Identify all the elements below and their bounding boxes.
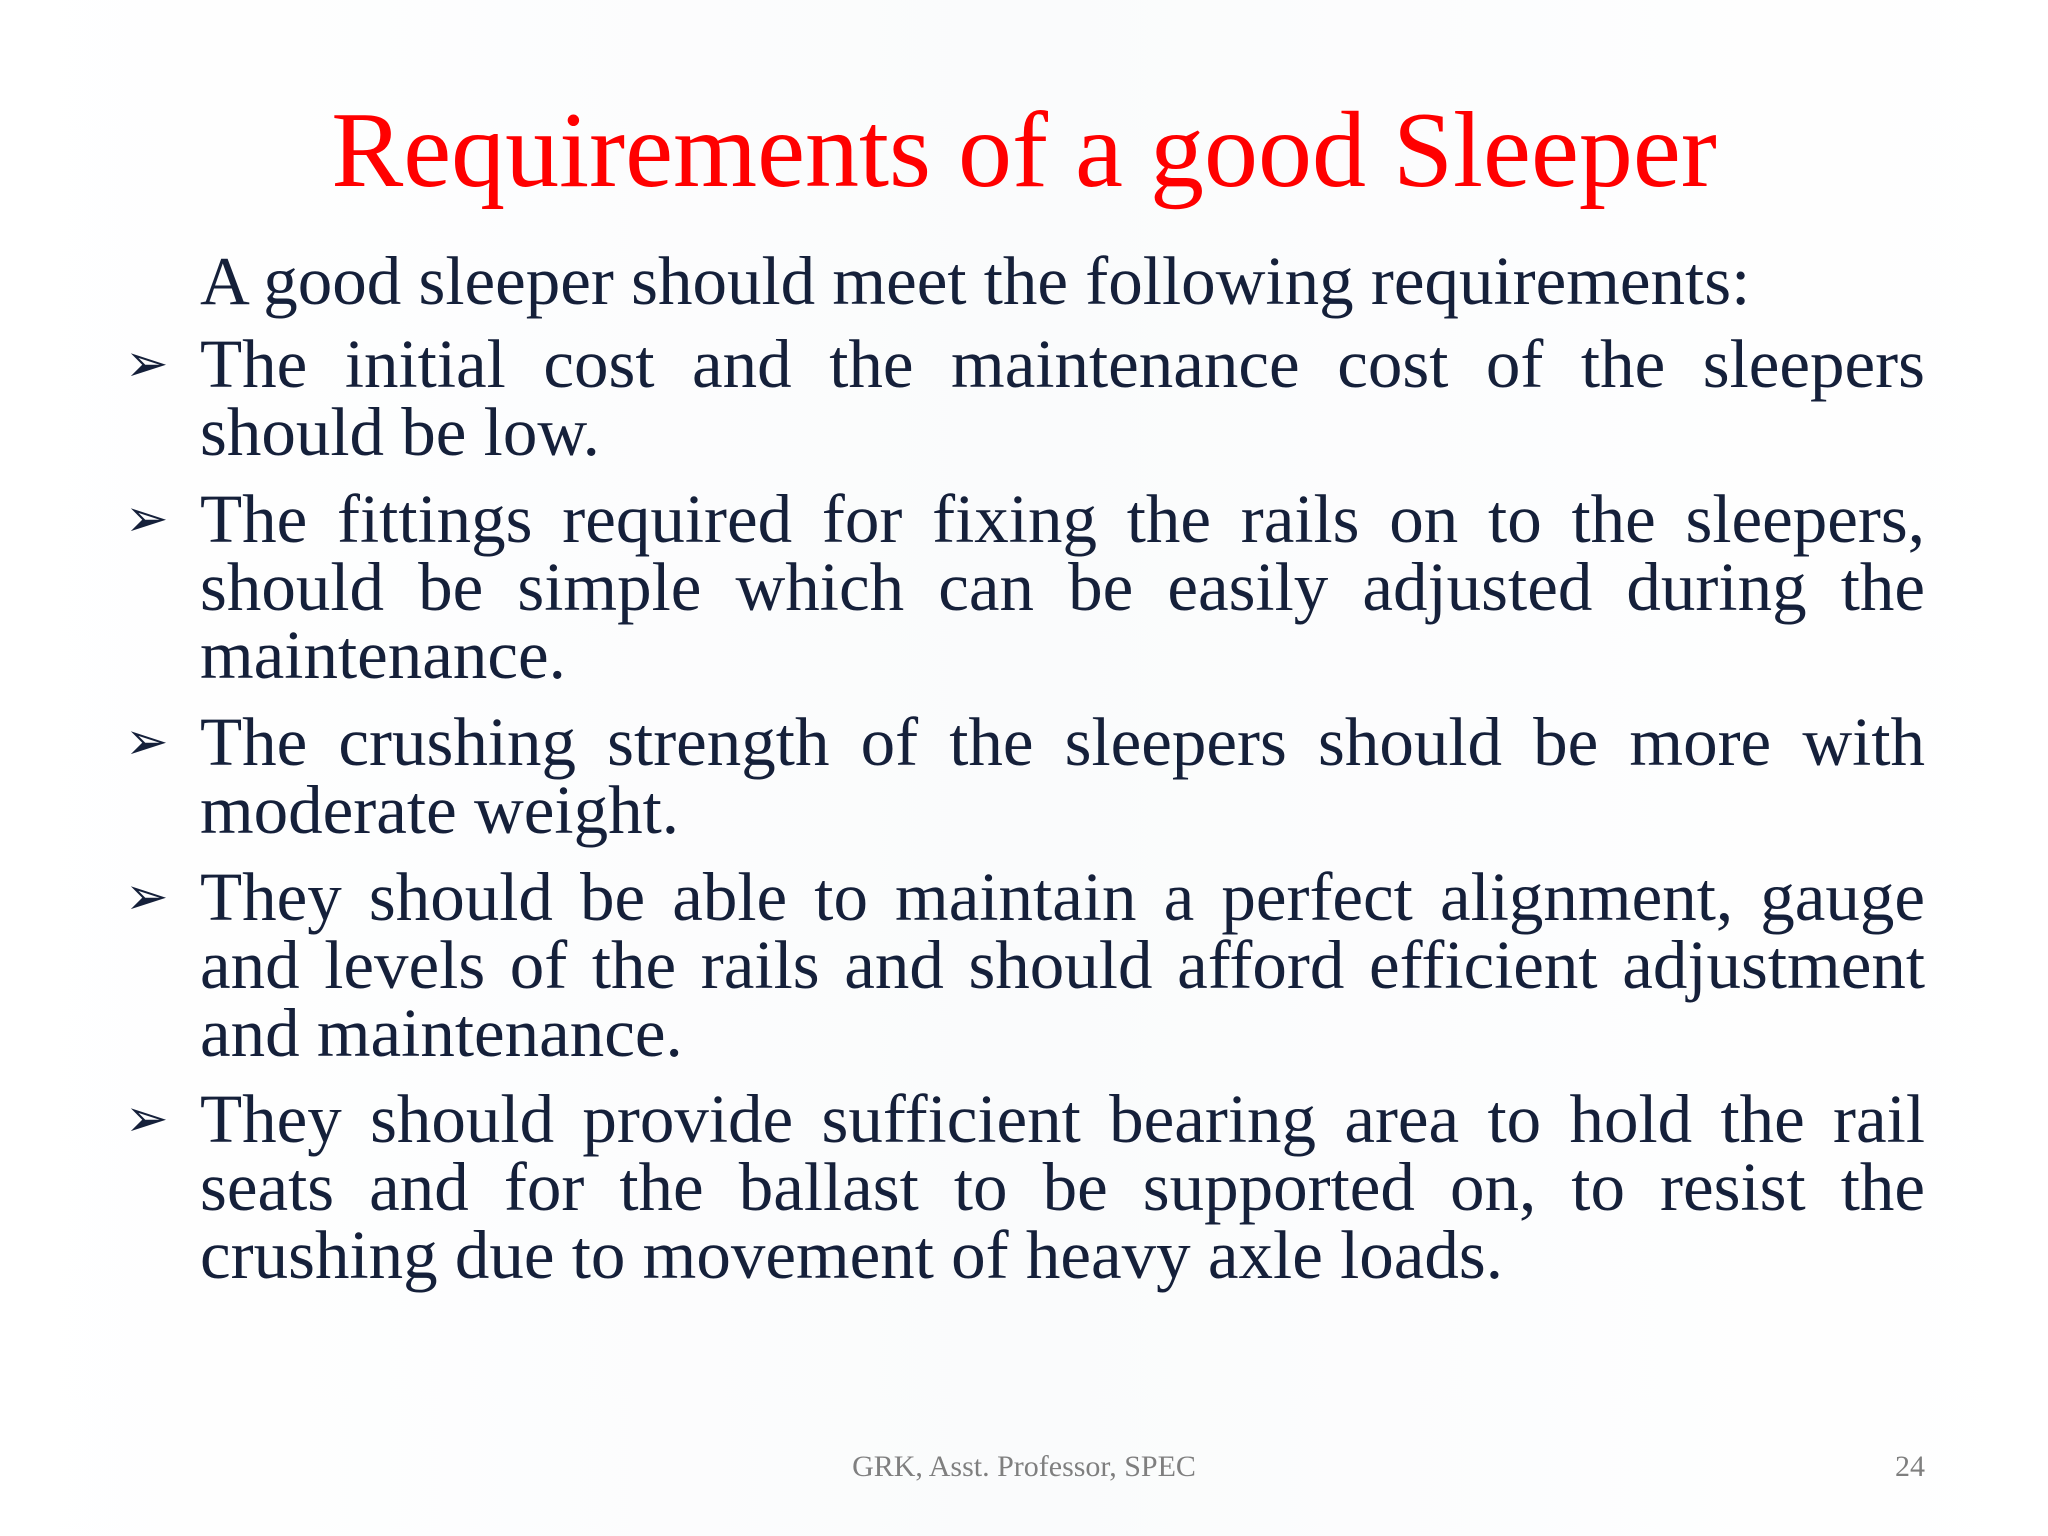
slide-title: Requirements of a good Sleeper xyxy=(331,91,1717,210)
intro-text: A good sleeper should meet the following requirements: xyxy=(200,243,1751,319)
arrow-bullet-icon: ➢ xyxy=(125,334,169,394)
bullet-item xyxy=(125,326,1925,470)
bullet-text: The crushing strength of the sleepers should be more with moderate weight. xyxy=(200,704,1925,848)
bullet-item xyxy=(125,859,1925,1071)
arrow-bullet-icon: ➢ xyxy=(125,1089,169,1149)
bullet-item xyxy=(125,1081,1925,1293)
bullet-text: The initial cost and the maintenance cost of the sleepers should be low. xyxy=(200,326,1925,470)
page-number: 24 xyxy=(1895,1450,1925,1483)
arrow-bullet-icon: ➢ xyxy=(125,489,169,549)
bullet-text: The fittings required for fixing the rails on to the sleepers, should be simple which can be easily adjusted during the maintenance. xyxy=(200,481,1925,693)
arrow-bullet-icon: ➢ xyxy=(125,867,169,927)
footer-author: GRK, Asst. Professor, SPEC xyxy=(852,1450,1196,1483)
bullet-text: They should be able to maintain a perfect alignment, gauge and levels of the rails and should afford efficient adjustment and maintenance. xyxy=(200,859,1925,1071)
bullet-item xyxy=(125,481,1925,693)
arrow-bullet-icon: ➢ xyxy=(125,712,169,772)
bullet-item xyxy=(125,704,1925,848)
bullet-text: They should provide sufficient bearing area to hold the rail seats and for the ballast to be supported on, to resist the crushing due to movement of heavy axle loads. xyxy=(200,1081,1925,1293)
